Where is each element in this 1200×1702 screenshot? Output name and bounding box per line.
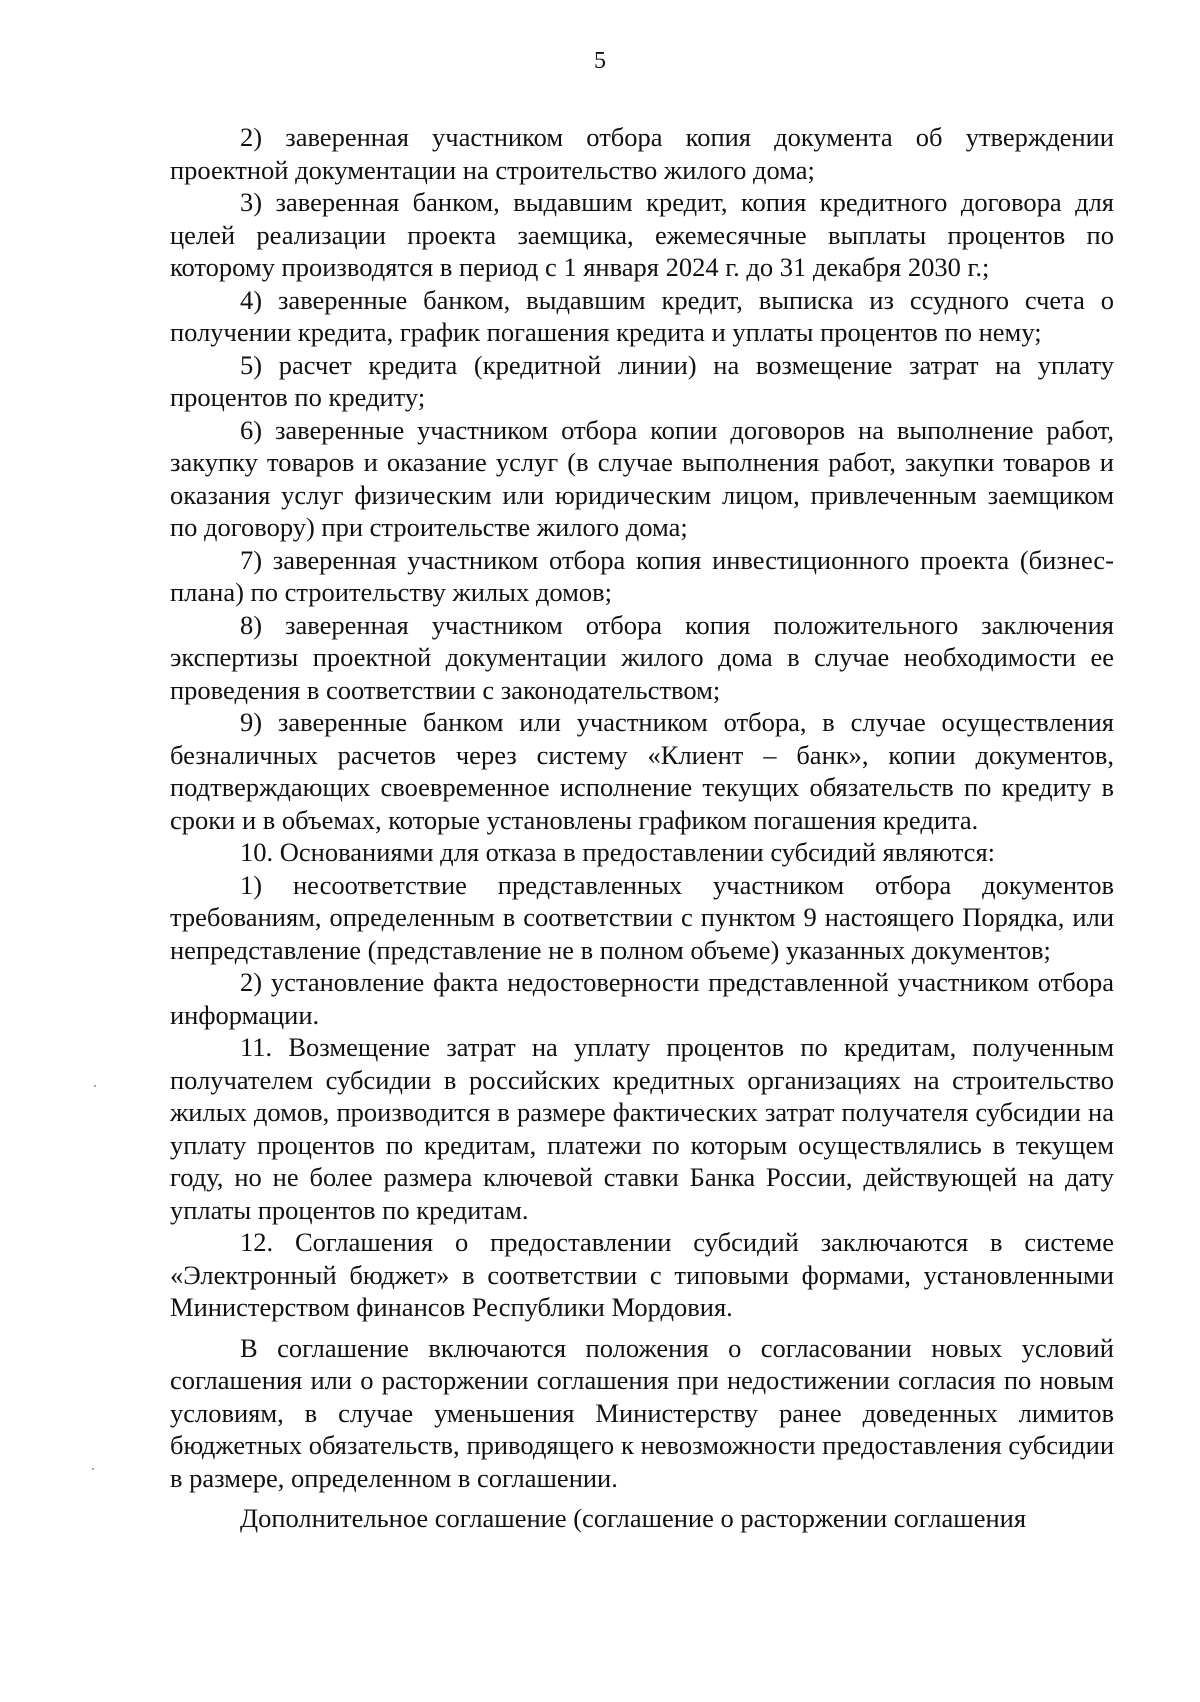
page-number: 5 <box>594 48 606 74</box>
paragraph-item-4: 4) заверенные банком, выдавшим кредит, выписка из ссудного счета о получении кредита, график погашения кредита и уплаты процентов по нему; <box>170 284 1114 347</box>
paragraph-item-7: 7) заверенная участником отбора копия инвестиционного проекта (бизнес-плана) по строительству жилых домов; <box>170 544 1114 607</box>
paragraph-clause-12: 12. Соглашения о предоставлении субсидий заключаются в системе «Электронный бюджет» в соответствии с типовыми формами, установленными Министерством финансов Республики Мордовия. <box>170 1227 1114 1322</box>
paragraph-agreement-terms: В соглашение включаются положения о согласовании новых условий соглашения или о расторжении соглашения при недостижении согласия по новым условиям, в случае уменьшения Министерству ранее доведенных лимитов бюджетных обязательств, приводящего к невозможности предоставления субсидии в размере, определенном в соглашении. <box>170 1332 1114 1493</box>
paragraph-item-6: 6) заверенные участником отбора копии договоров на выполнение работ, закупку товаров и оказание услуг (в случае выполнения работ, закупки товаров и оказания услуг физическим или юридическим лицом, привлеченным заемщиком по договору) при строительстве жилого дома; <box>170 414 1114 542</box>
paragraph-additional-agreement: Дополнительное соглашение (соглашение о расторжении соглашения <box>240 1503 1027 1533</box>
paragraph-item-3: 3) заверенная банком, выдавшим кредит, копия кредитного договора для целей реализации проекта заемщика, ежемесячные выплаты процентов по которому производятся в период с 1 января 2024 г. до 31 декабря 2030 г.; <box>170 187 1114 282</box>
scan-speck <box>94 1085 96 1087</box>
paragraph-refusal-2: 2) установление факта недостоверности представленной участником отбора информации. <box>170 967 1114 1030</box>
paragraph-item-5: 5) расчет кредита (кредитной линии) на возмещение затрат на уплату процентов по кредиту; <box>170 349 1114 412</box>
paragraph-refusal-1: 1) несоответствие представленных участником отбора документов требованиям, определенным в соответствии с пунктом 9 настоящего Порядка, или непредставление (представление не в полном объеме) указанных документов; <box>170 869 1114 965</box>
paragraph-clause-10: 10. Основаниями для отказа в предоставлении субсидий являются: <box>240 837 995 867</box>
scan-speck <box>92 1468 94 1470</box>
paragraph-item-8: 8) заверенная участником отбора копия положительного заключения экспертизы проектной документации жилого дома в случае необходимости ее проведения в соответствии с законодательством; <box>170 609 1114 705</box>
paragraph-item-9: 9) заверенные банком или участником отбора, в случае осуществления безналичных расчетов через систему «Клиент – банк», копии документов, подтверждающих своевременное исполнение текущих обязательств по кредиту в сроки и в объемах, которые установлены графиком погашения кредита. <box>170 707 1114 835</box>
paragraph-item-2: 2) заверенная участником отбора копия документа об утверждении проектной документации на строительство жилого дома; <box>170 122 1114 185</box>
paragraph-clause-11: 11. Возмещение затрат на уплату процентов по кредитам, полученным получателем субсидии в российских кредитных организациях на строительство жилых домов, производится в размере фактических затрат получателя субсидии на уплату процентов по кредитам, платежи по которым осуществлялись в текущем году, но не более размера ключевой ставки Банка России, действующей на дату уплаты процентов по кредитам. <box>170 1032 1114 1225</box>
body-text <box>170 121 1114 1535</box>
